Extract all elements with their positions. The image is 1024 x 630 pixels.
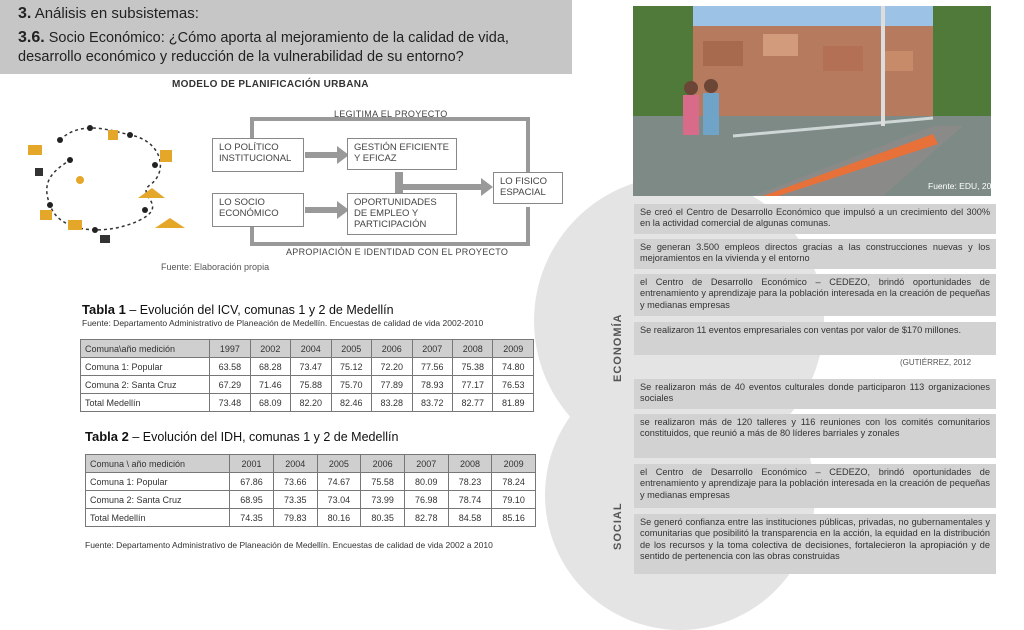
- table-header-row: [86, 455, 536, 473]
- category-label-social: SOCIAL: [612, 502, 624, 550]
- box-politico: LO POLÍTICO INSTITUCIONAL: [212, 138, 304, 172]
- table-row: Total Medellín 74.35 79.83 80.16 80.35 82.78 84.58 85.16: [86, 509, 536, 527]
- table1-source: Fuente: Departamento Administrativo de Planeación de Medellín. Encuestas de calidad de vida 2002-2010: [82, 318, 484, 328]
- label-apropiacion: APROPIACIÓN E IDENTIDAD CON EL PROYECTO: [286, 247, 509, 257]
- col-header: 2006: [372, 340, 412, 358]
- social-item: se realizaron más de 120 talleres y 116 reuniones con los comités comunitarios constituidos, que reunió a más de 80 líderes barriales y zonales: [634, 414, 996, 458]
- photo-medellin-bridge: [633, 6, 991, 196]
- citation: (GUTIÉRREZ, 2012: [900, 358, 972, 367]
- col-header: Comuna \ año medición: [86, 455, 230, 473]
- social-item: el Centro de Desarrollo Económico – CEDEZO, brindó oportunidades de entrenamiento y aprendizaje para la población interesada en la creación de pequeñas y medianas empresas: [634, 464, 996, 508]
- col-header: 2004: [291, 340, 331, 358]
- photo-caption: Fuente: EDU, 2008: [928, 181, 1001, 191]
- economia-item: Se generan 3.500 empleos directos gracias a las construcciones nuevas y los mejoramientos en la vivienda y el entorno: [634, 239, 996, 269]
- idh-table: [85, 454, 536, 527]
- col-header: 2007: [404, 455, 448, 473]
- col-header: 2006: [361, 455, 405, 473]
- col-header: 2008: [453, 340, 493, 358]
- col-header: 2005: [331, 340, 371, 358]
- box-gestion: GESTIÓN EFICIENTE Y EFICAZ: [347, 138, 457, 170]
- model-title: MODELO DE PLANIFICACIÓN URBANA: [172, 79, 369, 90]
- table-row: Total Medellín 73.48 68.09 82.20 82.46 83.28 83.72 82.77 81.89: [81, 394, 534, 412]
- social-item: Se realizaron más de 40 eventos culturales donde participaron 113 organizaciones sociales: [634, 379, 996, 409]
- economia-item: Se creó el Centro de Desarrollo Económico que impulsó a un crecimiento del 300% en la actividad comercial de algunas comunas.: [634, 204, 996, 234]
- planning-cycle-illustration: [20, 110, 200, 250]
- col-header: 2009: [493, 340, 534, 358]
- icv-table: [80, 339, 534, 412]
- section-heading: 3. Análisis en subsistemas:: [18, 5, 199, 22]
- col-header: 2005: [317, 455, 361, 473]
- table2-title: Tabla 2 – Evolución del IDH, comunas 1 y 2 de Medellín: [85, 429, 399, 444]
- table-row: Comuna 2: Santa Cruz 67.29 71.46 75.88 75.70 77.89 78.93 77.17 76.53: [81, 376, 534, 394]
- col-header: 2009: [492, 455, 536, 473]
- social-item: Se generó confianza entre las instituciones públicas, privadas, no gubernamentales y comunitarias que posibilitó la transparencia en la acción, la equidad en la distribución de los recursos y la toma colectiva de decisiones, fortalecieron la apropiación y de sentido de pertenencia con las obras construidas: [634, 514, 996, 574]
- table2-source: Fuente: Departamento Administrativo de Planeación de Medellín. Encuestas de calidad de vida 2002 a 2010: [85, 540, 493, 550]
- col-header: 2008: [448, 455, 492, 473]
- box-fisico: LO FISICO ESPACIAL: [493, 172, 563, 204]
- col-header: 2002: [250, 340, 290, 358]
- table-row: Comuna 2: Santa Cruz 68.95 73.35 73.04 73.99 76.98 78.74 79.10: [86, 491, 536, 509]
- box-socio: LO SOCIO ECONÓMICO: [212, 193, 304, 227]
- col-header: 2001: [230, 455, 274, 473]
- category-label-economia: ECONOMÍA: [612, 313, 624, 382]
- model-source: Fuente: Elaboración propia: [161, 262, 270, 272]
- table-row: Comuna 1: Popular 67.86 73.66 74.67 75.58 80.09 78.23 78.24: [86, 473, 536, 491]
- table-header-row: [81, 340, 534, 358]
- box-oportunidades: OPORTUNIDADES DE EMPLEO Y PARTICIPACIÓN: [347, 193, 457, 235]
- subsection-heading: 3.6. Socio Económico: ¿Cómo aporta al mejoramiento de la calidad de vida, desarrollo económico y reducción de la vulnerabilidad de su entorno?: [18, 29, 509, 65]
- col-header: Comuna\año medición: [81, 340, 210, 358]
- label-legitima: LEGITIMA EL PROYECTO: [334, 109, 448, 119]
- col-header: 1997: [210, 340, 250, 358]
- economia-item: Se realizaron 11 eventos empresariales con ventas por valor de $170 millones.: [634, 322, 996, 355]
- table1-title: Tabla 1 – Evolución del ICV, comunas 1 y 2 de Medellín: [82, 302, 394, 317]
- economia-item: el Centro de Desarrollo Económico – CEDEZO, brindó oportunidades de entrenamiento y aprendizaje para la población interesada en la creación de pequeñas y medianas empresas: [634, 274, 996, 316]
- col-header: 2004: [273, 455, 317, 473]
- col-header: 2007: [412, 340, 452, 358]
- table-row: Comuna 1: Popular 63.58 68.28 73.47 75.12 72.20 77.56 75.38 74.80: [81, 358, 534, 376]
